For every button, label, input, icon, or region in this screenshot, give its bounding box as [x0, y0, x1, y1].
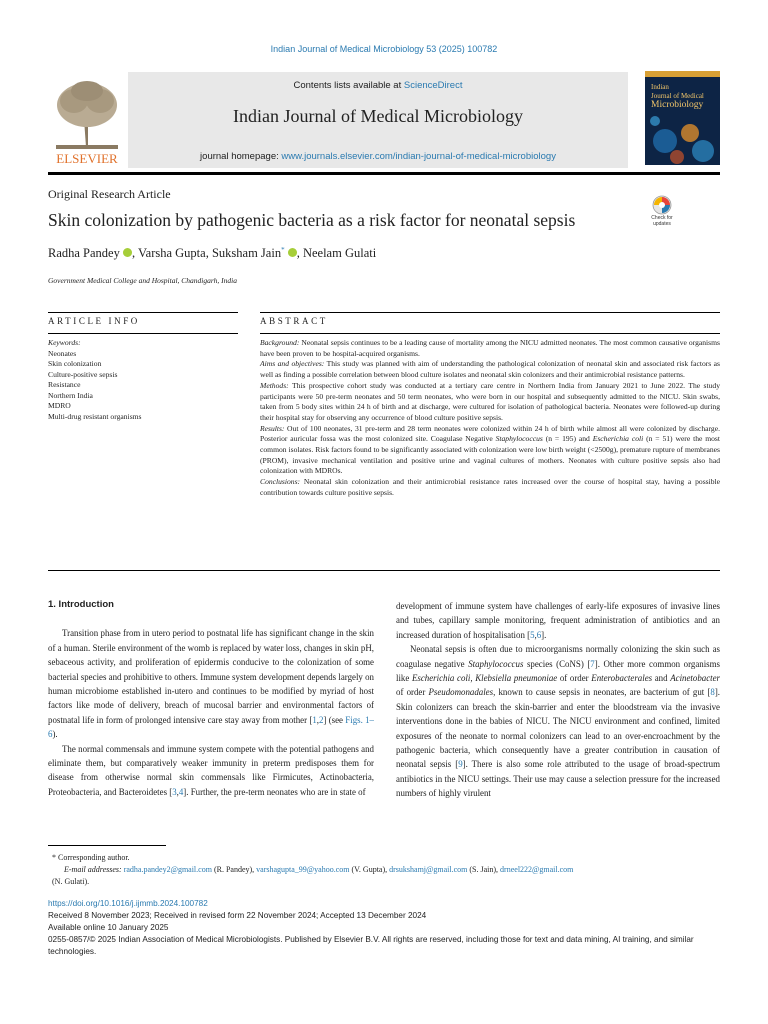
citation-link[interactable]: 9: [458, 759, 463, 770]
crossmark-line-2: updates: [653, 221, 671, 227]
affiliation: Government Medical College and Hospital, Chandigarh, India: [48, 276, 238, 285]
keyword: Northern India: [48, 390, 93, 400]
paragraph-text: ,: [534, 629, 537, 640]
aims-label: Aims and objectives:: [260, 359, 325, 369]
keyword: MDRO: [48, 401, 71, 410]
results-text: Out of 100 neonates, 31 pre-term and 28 term neonates were colonized within 24 h of birth while almost all were colonized by discharge. Posterior auricular fossa was the most colonized site. Coagulase Negative: [260, 423, 720, 444]
intro-paragraph-2: [48, 742, 374, 800]
paragraph-text: ].: [541, 629, 547, 640]
paragraph-text: ).: [52, 729, 58, 740]
citation-link[interactable]: 5: [530, 629, 535, 640]
email-owner: (V. Gupta),: [349, 865, 390, 874]
organism-name: Pseudomonadales: [428, 687, 494, 698]
results-organism: Escherichia coli: [592, 434, 644, 444]
orcid-icon[interactable]: [288, 248, 297, 257]
paragraph-text: ]. There is also some role attributed to the usage of broad-spectrum antibiotics in the NICU settings. Their use may cause a selection pressure for the increased numbers of highly virulent: [396, 759, 720, 799]
paragraph-text: ]. Other more common organisms like: [396, 658, 720, 684]
corresponding-author-note: * Corresponding author.: [52, 853, 130, 862]
background-label: Background:: [260, 338, 300, 347]
paragraph-text: , known to cause sepsis in neonates, are bacterium of gut [: [493, 687, 711, 698]
contents-prefix: Contents lists available at: [293, 80, 404, 91]
abstract-aims: [260, 359, 720, 380]
organism-name: Staphylococcus: [468, 658, 524, 669]
header-rule: [48, 172, 720, 175]
section-title: 1. Introduction: [48, 599, 114, 610]
conclusions-label: Conclusions:: [260, 477, 301, 487]
results-text: (n = 51) were the most common isolates. Risk factors found to be significantly associated with colonization were low birth weight (<2500g), premature rupture of membranes (PROM), invasive mechanical ventilation and positive urine and vaginal cultures of mothers. Neonates with culture positive sepsis also had colonization with MDROs.: [260, 434, 720, 476]
keyword: Skin colonization: [48, 359, 102, 368]
paragraph-text: ,: [176, 786, 179, 797]
abstract-background: [260, 338, 720, 359]
cover-line-3: Microbiology: [651, 100, 704, 110]
email-link[interactable]: drneel222@gmail.com: [500, 865, 574, 874]
results-organism: Staphylococcus: [495, 434, 543, 444]
abstract-text: [260, 338, 720, 499]
keyword: Multi-drug resistant organisms: [48, 411, 142, 421]
paragraph-text: of order: [557, 673, 592, 684]
cover-line-2: Journal of Medical: [651, 92, 704, 100]
body-left-column: [48, 598, 374, 799]
abstract-rule-2: [260, 333, 720, 334]
citation-link[interactable]: 7: [590, 658, 595, 669]
email-link[interactable]: varshagupta_99@yahoo.com: [256, 865, 350, 874]
paragraph-text: The normal commensals and immune system compete with the potential pathogens and eliminate them, but comparatively weaker immunity in preterm predisposes them for disease from otherwise normal skin commensals like Firmicutes, Actinobacteria, Proteobacteria, and Bacteroidetes [: [48, 743, 374, 797]
paragraph-text: and: [652, 673, 671, 684]
homepage-link[interactable]: www.journals.elsevier.com/indian-journal-of-medical-microbiology: [281, 151, 556, 162]
paragraph-text: Neonatal sepsis is often due to microorganisms normally colonizing the skin such as coagulase negative: [396, 644, 720, 669]
elsevier-logo: [48, 75, 126, 167]
citation-link[interactable]: 8: [710, 687, 715, 698]
author-list: [48, 246, 376, 261]
sciencedirect-link[interactable]: ScienceDirect: [403, 80, 463, 91]
abstract-end-rule: [48, 570, 720, 571]
abstract-heading: ABSTRACT: [260, 316, 328, 326]
organism-name: Enterobacterales: [591, 673, 653, 684]
email-line: [52, 864, 720, 876]
article-info-rule: [48, 312, 238, 313]
author-separator: ,: [205, 246, 212, 261]
paragraph-text: development of immune system have challenges of early-life exposures of invasive lines and tubes, capillary sample monitoring, frequent administration of antibiotics and an increased duration of hospitalisation [: [396, 601, 720, 640]
keywords-label: Keywords:: [48, 338, 81, 347]
crossmark-line-1: Check for: [651, 215, 673, 221]
email-tail: (N. Gulati).: [52, 877, 90, 886]
paragraph-text: ]. Skin colonizers can breach the skin-barrier and enter the bloodstream via the invasive interventions done in the babies of NICU. The NICU environment and confined, limited exposures of the neonate to normal colonizers can lead to an over-encroachment by the pathogenic bacteria, which consequently have a greater contribution in causation of neonatal sepsis [: [396, 687, 721, 770]
contents-line: [128, 80, 628, 91]
results-text: (n = 195) and: [542, 434, 593, 444]
corresponding-mark[interactable]: *: [281, 246, 285, 254]
organism-name: Acinetobacter: [670, 673, 720, 684]
paragraph-text: species (CoNS) [: [523, 658, 591, 669]
cover-line-1: Indian: [651, 83, 669, 91]
paragraph-text: Transition phase from in utero period to postnatal life has significant change in the skin of a human. Sterile environment of the womb is replaced by water loss, changes in skin pH, sebaceous activity, and proliferation of epidermis conducive to the colonization of some bacterial species and prohibitive to others. Immune system development depends largely on human microbiome established in-utero and continues to be modified by myriad of host factors like mode of delivery, breach of mucosal barrier and environmental factors of postnatal life in form of prolonged intensive care stay away from mother [: [48, 628, 374, 725]
publisher-name: ELSEVIER: [56, 151, 118, 166]
organism-name: Escherichia coli, Klebsiella pneumoniae: [411, 673, 558, 684]
homepage-prefix: journal homepage:: [200, 151, 282, 162]
article-type: Original Research Article: [48, 187, 171, 201]
intro-paragraph-4: [396, 642, 720, 800]
journal-citation[interactable]: Indian Journal of Medical Microbiology 53 (2025) 100782: [270, 44, 498, 54]
keyword: Neonates: [48, 348, 77, 358]
abstract-methods: [260, 381, 720, 424]
background-text: Neonatal sepsis continues to be a leading cause of mortality among the NICU admitted neonates. The most common causative organisms have been proven to be hospital-acquired organisms.: [260, 338, 720, 358]
author-name[interactable]: Radha Pandey: [48, 246, 120, 261]
email-label: E-mail addresses:: [64, 865, 122, 874]
article-info-heading: ARTICLE INFO: [48, 316, 140, 326]
paragraph-text: ,: [316, 714, 319, 725]
homepage-line: [128, 151, 628, 162]
journal-title: Indian Journal of Medical Microbiology: [233, 106, 523, 126]
email-owner: (S. Jain),: [467, 865, 501, 874]
author-name[interactable]: Varsha Gupta: [138, 246, 206, 261]
author-separator: ,: [131, 246, 139, 261]
email-owner: (R. Pandey),: [211, 865, 257, 874]
email-link[interactable]: radha.pandey2@gmail.com: [123, 865, 212, 874]
methods-label: Methods:: [260, 380, 289, 390]
received-dates: Received 8 November 2023; Received in revised form 22 November 2024; Accepted 13 December 2024: [48, 911, 427, 920]
available-online: Available online 10 January 2025: [48, 923, 169, 932]
citation-link[interactable]: 6: [536, 629, 542, 640]
abstract-results: [260, 424, 720, 478]
author-name[interactable]: Neelam Gulati: [302, 246, 377, 261]
intro-paragraph-3: [396, 599, 720, 642]
citation-link[interactable]: 4: [178, 786, 184, 797]
article-title: Skin colonization by pathogenic bacteria as a risk factor for neonatal sepsis: [48, 210, 576, 230]
footnotes: [52, 852, 720, 888]
methods-text: This prospective cohort study was conducted at a tertiary care centre in Northern India from January 2021 to June 2022. The study participants were 50 pre-term neonates and 50 term neonates, who were born in our hospital and subsequently admitted to the NICU. Skin swabs, taken from 5 body sites within 24 h of birth and at discharge, were cultured for isolation of pathological bacteria. Neonates were followed-up during their hospital stay for observing any occurrence of blood culture positive sepsis.: [260, 380, 720, 422]
author-separator: ,: [296, 246, 303, 261]
email-link[interactable]: drsukshamj@gmail.com: [389, 865, 468, 874]
article-info-rule-2: [48, 333, 238, 334]
footnote-rule: [48, 845, 166, 846]
abstract-conclusions: [260, 477, 720, 498]
paragraph-text: ] (see: [323, 714, 346, 725]
citation-link[interactable]: 3: [172, 786, 177, 797]
abstract-rule: [260, 312, 720, 313]
author-name[interactable]: Suksham Jain: [211, 246, 282, 261]
keyword: Resistance: [48, 380, 81, 389]
orcid-icon[interactable]: [123, 248, 132, 257]
body-right-column: [396, 599, 720, 801]
check-for-updates-badge[interactable]: [646, 194, 678, 228]
conclusions-text: Neonatal skin colonization and their antimicrobial resistance rates increased over the course of hospital stay, having a possible contribution towards culture positive sepsis.: [260, 477, 720, 497]
paragraph-text: of order: [396, 687, 429, 698]
keywords-block: [48, 338, 238, 422]
intro-paragraph-1: [48, 626, 374, 741]
doi-link[interactable]: https://doi.org/10.1016/j.ijmmb.2024.100782: [48, 899, 208, 908]
results-label: Results:: [260, 423, 285, 433]
citation-link[interactable]: 1: [312, 714, 317, 725]
aims-text: This study was planned with aim of understanding the pathological colonization of neonatal skin and associated risk factors as well as finding a possible correlation between blood culture isolates and neonatal skin colonizers and their antimicrobial resistance patterns.: [260, 359, 720, 380]
citation-link[interactable]: 2: [318, 714, 324, 725]
article-history: [48, 898, 720, 958]
figure-link[interactable]: Figs. 1–6: [48, 714, 374, 740]
paragraph-text: ]. Further, the pre-term neonates who are in state of: [183, 786, 366, 797]
copyright-notice: 0255-0857/© 2025 Indian Association of Medical Microbiologists. Published by Elsevier B.V. All rights are reserved, including those for text and data mining, AI training, and similar technologies.: [48, 935, 694, 956]
keyword: Culture-positive sepsis: [48, 369, 118, 379]
journal-cover: [645, 71, 720, 165]
